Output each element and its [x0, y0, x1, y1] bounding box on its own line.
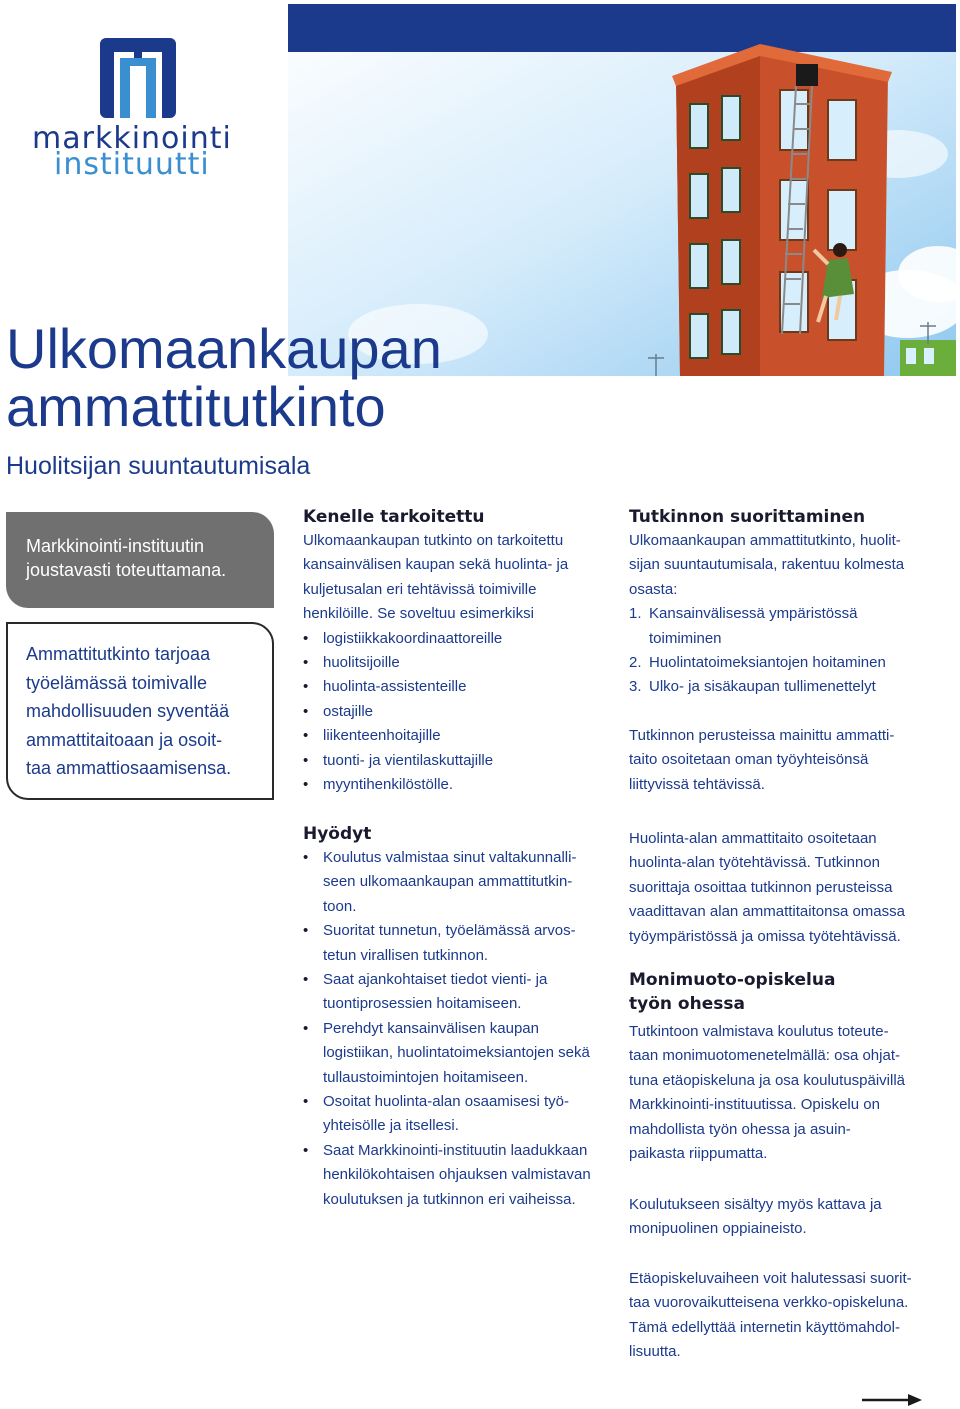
intro-box-line: Ammattitutkinto tarjoaa [26, 644, 211, 664]
list-item [303, 1017, 603, 1090]
paragraph-huolinta [629, 827, 929, 949]
section-heading: Tutkinnon suorittaminen [629, 507, 866, 527]
text-line: • Perehdyt kansainvälisen kaupan [323, 1019, 539, 1037]
text-line: suorittaja osoittaa tutkinnon perusteissa [629, 878, 893, 896]
text-line: liittyvissä tehtävissä. [629, 775, 765, 793]
highlight-box-line: joustavasti toteuttamana. [26, 560, 227, 580]
page-title [6, 317, 566, 438]
list-number: 3. [629, 678, 642, 696]
section-heading: Hyödyt [303, 824, 372, 844]
list-item: • huolitsijoille [303, 651, 603, 675]
section-monimuoto [629, 968, 929, 1166]
text-line: paikasta riippumatta. [629, 1145, 768, 1163]
target-group-list [303, 627, 603, 798]
page-title-line2: ammattitutkinto [6, 375, 386, 438]
intro-box-line: ammattitaitoaan ja osoit- [26, 729, 223, 750]
list-number: 1. [629, 605, 642, 623]
text-line: • Osoitat huolinta-alan osaamisesi työ- [323, 1093, 569, 1111]
text-line: tuontiprosessien hoitamiseen. [323, 995, 522, 1013]
text-line: Etäopiskeluvaiheen voit halutessasi suorit- [629, 1270, 912, 1287]
section-heading: Kenelle tarkoitettu [303, 507, 485, 527]
list-item: • logistiikkakoordinaattoreille [303, 627, 603, 651]
list-item [629, 602, 929, 651]
intro-box-line: taa ammattiosaamisensa. [26, 758, 232, 778]
list-item [303, 1139, 603, 1212]
list-item [629, 651, 929, 675]
page-title-line1: Ulkomaankaupan [6, 317, 442, 380]
text-line: lisuutta. [629, 1343, 681, 1361]
paragraph-materials [629, 1193, 929, 1242]
section-heading: työn ohessa [629, 994, 745, 1014]
section-suorittaminen [629, 505, 929, 797]
text-line: Huolinta-alan ammattitaito osoitetaan [629, 830, 877, 847]
logo [30, 36, 260, 186]
benefits-list [303, 846, 603, 1212]
list-item [303, 846, 603, 919]
arrow-right-icon [862, 1392, 924, 1408]
section-intro [303, 529, 603, 627]
intro-box-line: mahdollisuuden syventää [26, 701, 230, 721]
text-line: • Saat ajankohtaiset tiedot vienti- ja [323, 971, 548, 989]
text-line: Tämä edellyttää internetin käyttömahdol- [629, 1318, 900, 1336]
text-line: tetun virallisen tutkinnon. [323, 946, 489, 964]
text-line: • Suoritat tunnetun, työelämässä arvos- [323, 922, 576, 940]
list-item: • myyntihenkilöstölle. [303, 773, 603, 797]
text-line: kansainvälisen kaupan sekä huolinta- ja [303, 556, 569, 574]
intro-box-text [26, 640, 266, 783]
highlight-box-line: Markkinointi-instituutin [26, 536, 205, 556]
section-hyodyt [303, 822, 603, 1212]
text-line: henkilöille. Se soveltuu esimerkiksi [303, 605, 534, 623]
logo-text-line2: instituutti [54, 147, 210, 182]
text-line: sijan suuntautumisala, rakentuu kolmesta [629, 556, 905, 574]
text-line: logistiikan, huolintatoimeksiantojen sekä [323, 1044, 590, 1062]
text-line: Ulkomaankaupan tutkinto on tarkoitettu [303, 532, 564, 549]
text-line: Tutkinnon perusteissa mainittu ammatti- [629, 726, 895, 744]
list-item [303, 919, 603, 968]
text-line: osasta: [629, 580, 678, 598]
text-line: taa vuorovaikutteisena verkko-opiskeluna. [629, 1294, 909, 1312]
text-line: • Saat Markkinointi-instituutin laadukkaan [323, 1141, 588, 1159]
text-line: Tutkintoon valmistava koulutus toteute- [629, 1023, 889, 1040]
text-line: taan monimuotomenetelmällä: osa ohjat- [629, 1047, 900, 1065]
section-kenelle [303, 505, 603, 797]
text-line: toimiminen [649, 629, 722, 647]
text-line: seen ulkomaankaupan ammattitutkin- [323, 873, 573, 891]
text-line: huolinta-alan työtehtävissä. Tutkinnon [629, 854, 880, 872]
logo-mark [100, 36, 176, 118]
text-line: mahdollista työn ohessa ja asuin- [629, 1120, 851, 1138]
text-line: yhteisölle ja itsellesi. [323, 1117, 459, 1135]
text-line: Koulutukseen sisältyy myös kattava ja [629, 1196, 882, 1213]
text-line: henkilökohtaisen ohjauksen valmistavan [323, 1166, 591, 1184]
text-line: kuljetusalan eri tehtävissä toimiville [303, 580, 537, 598]
text-line: taito osoitetaan oman työyhteisönsä [629, 751, 869, 769]
list-item: • tuonti- ja vientilaskuttajille [303, 749, 603, 773]
text-line: tuna etäopiskeluna ja osa koulutuspäivillä [629, 1071, 906, 1089]
text-line: tullaustoimintojen hoitamiseen. [323, 1068, 529, 1086]
list-item [303, 968, 603, 1017]
list-item: • huolinta-assistenteille [303, 675, 603, 699]
text-line: monipuolinen oppiaineisto. [629, 1220, 807, 1238]
text-line: vaadittavan alan ammattitaitonsa omassa [629, 903, 905, 921]
list-item [303, 1090, 603, 1139]
highlight-box-text [26, 534, 266, 582]
intro-box-line: työelämässä toimivalle [26, 672, 208, 693]
text-line: • Koulutus valmistaa sinut valtakunnalli- [323, 849, 577, 866]
paragraph-online [629, 1267, 929, 1365]
text-line: Ulko- ja sisäkaupan tullimenettelyt [649, 678, 876, 696]
list-item: • liikenteenhoitajille [303, 724, 603, 748]
section-heading: Monimuoto-opiskelua [629, 970, 836, 990]
text-line: työympäristössä ja omissa työtehtävissä. [629, 927, 901, 945]
text-line: Huolintatoimeksiantojen hoitaminen [649, 654, 886, 672]
page-subtitle: Huolitsijan suuntautumisala [6, 452, 311, 480]
text-line: Kansainvälisessä ympäristössä [649, 605, 858, 623]
text-line: koulutuksen ja tutkinnon eri vaiheissa. [323, 1190, 576, 1208]
text-line: Ulkomaankaupan ammattitutkinto, huolit- [629, 532, 901, 549]
list-number: 2. [629, 654, 642, 672]
text-line: Markkinointi-instituutissa. Opiskelu on [629, 1096, 880, 1114]
list-item: • ostajille [303, 700, 603, 724]
list-item [629, 675, 929, 699]
logo-text-line1: markkinointi [32, 121, 232, 156]
text-line: toon. [323, 897, 357, 915]
parts-list [629, 602, 929, 700]
